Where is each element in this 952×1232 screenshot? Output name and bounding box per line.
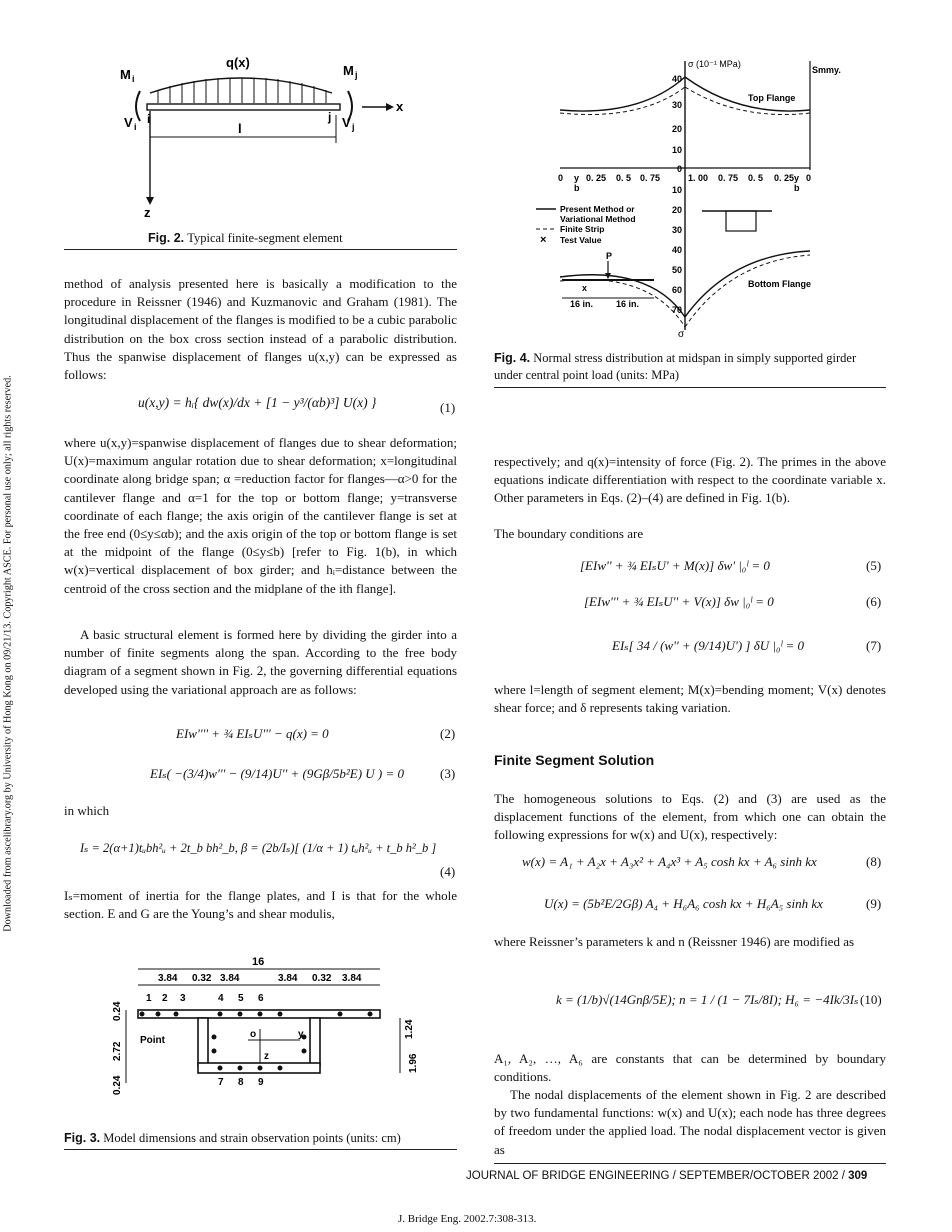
fig4-caption [494, 350, 886, 384]
equation-5-number: (5) [866, 558, 882, 573]
fig3-point-7: 7 [218, 1077, 224, 1088]
section-heading: Finite Segment Solution [494, 752, 655, 768]
fig4-ytick-n40: 40 [671, 245, 682, 255]
fig4-ytick-n60: 60 [671, 285, 682, 295]
fig3-point-6: 6 [258, 993, 264, 1004]
fig4-xtick-l3: 0. 75 [640, 173, 661, 183]
fig4-ytick-40: 40 [671, 74, 682, 84]
equation-1-number: (1) [440, 400, 456, 415]
fig3-point-label: Point [140, 1035, 165, 1046]
journal-footer [466, 1170, 867, 1182]
fig2-label-mj-sub: j [355, 70, 358, 80]
fig4-ytick-30: 30 [671, 100, 682, 110]
fig3-point-3: 3 [180, 993, 186, 1004]
fig4-yb-right-b: b [794, 183, 800, 193]
fig2-label-i: i [147, 112, 151, 126]
fig4-diagram [530, 55, 870, 340]
fig4-ytick-10: 10 [671, 145, 682, 155]
citation: J. Bridge Eng. 2002.7:308-313. [398, 1213, 537, 1225]
fig4-xtick-r1: 0. 5 [748, 173, 764, 183]
fig4-ytick-0: 0 [676, 164, 682, 174]
fig2-caption [148, 230, 343, 247]
equation-3: EIₛ( −(3/4)w''' − (9/14)U'' + (9Gβ/5b²E) U ) = 0 [150, 766, 405, 781]
fig4-top-flange: Top Flange [748, 93, 796, 103]
fig4-x-label: x [582, 283, 588, 293]
fig3-point-8: 8 [238, 1077, 244, 1088]
in-which: in which [64, 803, 110, 818]
left-para-1: method of analysis presented here is basically a modification to the procedure in Reissner (1946) and Kuzmanovic and Graham (1981). The longitudinal displacement of the flanges is modified to be a cubic parabolic distribution on the box cross section instead of a parabolic distribution. Thus the spanwise displacement of flanges u(x,y) can be expressed as follows: [64, 276, 457, 383]
fig3-caption-text: Model dimensions and strain observation points (units: cm) [103, 1131, 401, 1145]
fig2-caption-text: Typical finite-segment element [187, 231, 343, 245]
fig4-legend-test: Test Value [560, 235, 602, 245]
right-para-1: respectively; and q(x)=intensity of force (Fig. 2). The primes in the above equations indicate differentiation with respect to the coordinate variable x. Other parameters in Eqs. (2)–(4) are defined in Fig. 1(b). [494, 454, 886, 506]
footer-rule [494, 1163, 886, 1164]
left-para-3: A basic structural element is formed here by dividing the girder into a number of finite segments along the span. According to the free body diagram of a segment shown in Fig. 2, the governing differential equations developed using the variational approach are as follows: [64, 627, 457, 697]
fig2-rule [64, 249, 457, 250]
fig3-caption [64, 1130, 401, 1147]
equation-6: [EIw''' + ¾ EIₛU'' + V(x)] δw |₀ˡ = 0 [584, 594, 774, 609]
fig4-ytick-n70: 70 [671, 305, 682, 315]
fig4-xtick-r0: 0. 75 [718, 173, 739, 183]
right-para-5: where Reissner’s parameters k and n (Reissner 1946) are modified as [494, 934, 855, 949]
svg-text:×: × [540, 234, 547, 246]
fig4-dim-2: 16 in. [616, 299, 640, 309]
journal-name: JOURNAL OF BRIDGE ENGINEERING / SEPTEMBER/OCTOBER 2002 / [466, 1170, 849, 1182]
equation-4-number: (4) [440, 864, 456, 879]
fig2-label-vj-sub: j [352, 122, 355, 132]
fig4-xtick-l2: 0. 5 [616, 173, 632, 183]
fig2-label-mi-sub: i [132, 74, 135, 84]
fig4-ytick-20: 20 [671, 124, 682, 134]
right-para-2: The boundary conditions are [494, 526, 644, 541]
left-para-2: where u(x,y)=spanwise displacement of flanges due to shear deformation; U(x)=maximum angular rotation due to shear deformation; x=longitudinal coordinate along bridge span; α =reduction factor for flanges—α>0 for the cantilever flange and α=1 for the top or bottom flange; y=transverse coordinate of each flange; the axis origin of the cantilever flange is set at the free end (0≤y≤αb); and the axis origin of the top or bottom flange is set at the midpoint of the flange (0≤y≤b) [refer to Fig. 1(b), in which w(x)=vertical displacement of box girder; and hᵢ=distance between the centroid of the cross section and the midplane of the ith flange]. [64, 435, 457, 596]
fig4-yb-right-y: y [794, 173, 800, 183]
equation-4: Iₛ = 2(α+1)tᵤbh²ᵤ + 2t_b bh²_b, β = (2b/Iₛ)[ (1/α + 1) tᵤh²ᵤ + t_b h²_b ] [80, 841, 437, 855]
fig3-dim-3: 3.84 [220, 973, 240, 984]
fig3-point-2: 2 [162, 993, 168, 1004]
fig2-label-z: z [144, 205, 151, 220]
fig4-xtick-l4: 1. 00 [688, 173, 709, 183]
fig3-point-1: 1 [146, 993, 152, 1004]
fig4-caption-text: Normal stress distribution at midspan in simply supported girder under central point load (units: MPa) [494, 351, 857, 382]
fig4-xtick-l1: 0. 25 [586, 173, 607, 183]
fig2-label-j: j [328, 110, 332, 124]
equation-7: EIₛ[ 34 / (w'' + (9/14)U') ] δU |₀ˡ = 0 [612, 638, 805, 653]
fig3-dim-2: 0.32 [192, 973, 212, 984]
fig4-yb-left-y: y [574, 173, 580, 183]
equation-2-number: (2) [440, 726, 456, 741]
equation-3-number: (3) [440, 766, 456, 781]
fig4-ytick-n50: 50 [671, 265, 682, 275]
fig4-ytick-n30: 30 [671, 225, 682, 235]
equation-5: [EIw'' + ¾ EIₛU' + M(x)] δw' |₀ˡ = 0 [580, 558, 770, 573]
fig4-legend-variational: Variational Method [560, 214, 636, 224]
fig2-label-q: q(x) [226, 55, 250, 70]
equation-8: w(x) = A₁ + A₂x + A₃x² + A₄x³ + A₅ cosh kx + A₆ sinh kx [522, 854, 817, 869]
fig2-label-mj: M [343, 63, 354, 78]
fig3-point-9: 9 [258, 1077, 264, 1088]
fig4-sigma: σ [678, 329, 685, 340]
fig4-xtick-r2: 0. 25 [774, 173, 795, 183]
right-para-4: The homogeneous solutions to Eqs. (2) and (3) are used as the displacement functions of the element, from which one can obtain the following expressions for w(x) and U(x), respectively: [494, 791, 886, 843]
fig2-label-mi: M [120, 67, 131, 82]
download-notice: Downloaded from ascelibrary.org by University of Hong Kong on 09/21/13. Copyright ASCE. For personal use only; all rights reserved. [2, 375, 14, 932]
fig2-diagram [110, 55, 420, 225]
fig3-dim-6: 3.84 [342, 973, 362, 984]
fig4-unit: σ (10⁻¹ MPa) [688, 59, 741, 69]
page-number: 309 [848, 1170, 868, 1182]
fig3-dim-v5: 1.96 [408, 1053, 419, 1073]
fig4-bottom-flange: Bottom Flange [748, 279, 811, 289]
fig3-axis-z: z [264, 1051, 269, 1062]
fig2-label-vi-sub: i [134, 122, 137, 132]
fig2-label-x: x [396, 99, 404, 114]
fig3-point-4: 4 [218, 993, 224, 1004]
fig4-yb-left-b: b [574, 183, 580, 193]
fig3-caption-label: Fig. 3. [64, 1131, 101, 1145]
equation-8-number: (8) [866, 854, 882, 869]
fig2-caption-label: Fig. 2. [148, 231, 185, 245]
fig2-label-l: l [238, 121, 242, 136]
fig3-dim-v2: 2.72 [112, 1041, 123, 1061]
fig4-legend-present: Present Method or [560, 204, 635, 214]
fig3-origin: o [250, 1029, 257, 1040]
fig3-dim-v1: 0.24 [112, 1001, 123, 1021]
fig4-xtick-r3: 0 [806, 173, 812, 183]
fig3-diagram [100, 955, 430, 1125]
fig4-legend-finite-strip: Finite Strip [560, 224, 605, 234]
fig4-caption-label: Fig. 4. [494, 351, 531, 365]
fig3-dim-v4: 1.24 [404, 1019, 415, 1039]
equation-6-number: (6) [866, 594, 882, 609]
equation-2: EIw'''' + ¾ EIₛU''' − q(x) = 0 [176, 726, 329, 741]
fig3-rule [64, 1149, 457, 1150]
fig4-load-p: P [606, 251, 613, 261]
equation-10: k = (1/b)√(14Gnβ/5E); n = 1 / (1 − 7Iₛ/8I); H₆ = −4Ik/3Iₛ [556, 992, 859, 1007]
equation-1: u(x,y) = hᵢ{ dw(x)/dx + [1 − y³/(αb)³] U(x) } [138, 395, 377, 410]
fig4-symmetry: Smmy. [812, 65, 841, 75]
fig4-rule [494, 387, 886, 388]
fig3-dim-1: 3.84 [158, 973, 178, 984]
fig2-label-vi: V [124, 115, 133, 130]
fig3-dim-5: 0.32 [312, 973, 332, 984]
equation-9-number: (9) [866, 896, 882, 911]
fig3-total-width: 16 [252, 956, 265, 968]
equation-10-number: (10) [860, 992, 882, 1007]
fig3-point-5: 5 [238, 993, 244, 1004]
right-para-7: The nodal displacements of the element shown in Fig. 2 are described by two fundamental functions: w(x) and U(x); each node has three degrees of freedom under the applied load. The nodal displacement vector is given as [494, 1087, 886, 1157]
fig2-label-vj: V [342, 115, 351, 130]
fig3-axis-y: y [298, 1029, 304, 1040]
left-para-4: Iₛ=moment of inertia for the flange plates, and I is that for the whole section. E and G are the Young’s and shear modulis, [64, 888, 457, 922]
fig3-dim-v3: 0.24 [112, 1075, 123, 1095]
fig4-xtick-l0: 0 [558, 173, 564, 183]
fig4-dim-1: 16 in. [570, 299, 594, 309]
fig4-ytick-n10: 10 [671, 185, 682, 195]
equation-9: U(x) = (5b²E/2Gβ) A₄ + H₆A₆ cosh kx + H₆A₅ sinh kx [544, 896, 823, 911]
right-para-3: where l=length of segment element; M(x)=bending moment; V(x) denotes shear force; and δ represents taking variation. [494, 682, 886, 716]
fig3-dim-4: 3.84 [278, 973, 298, 984]
right-para-6: A₁, A₂, …, A₆ are constants that can be determined by boundary conditions. [494, 1051, 886, 1085]
fig4-ytick-n20: 20 [671, 205, 682, 215]
equation-7-number: (7) [866, 638, 882, 653]
